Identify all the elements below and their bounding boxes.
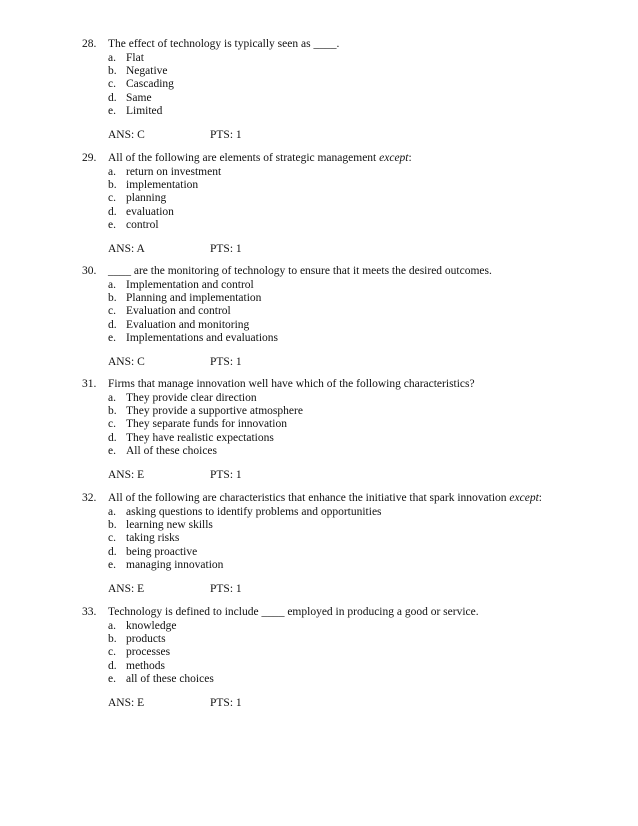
option-c: c. taking risks bbox=[108, 532, 180, 545]
option-d: d. methods bbox=[108, 659, 165, 672]
option-c: c. Evaluation and control bbox=[108, 305, 231, 318]
question-29 bbox=[82, 152, 602, 256]
question-stem bbox=[82, 38, 602, 52]
question-stem bbox=[82, 152, 602, 166]
answer-key: ANS: C bbox=[108, 356, 145, 369]
question-32 bbox=[82, 492, 602, 596]
question-text: Firms that manage innovation well have which of the following characteristics? bbox=[108, 378, 475, 390]
option-a: a. Implementation and control bbox=[108, 278, 254, 291]
question-stem bbox=[82, 492, 602, 506]
option-e: e. managing innovation bbox=[108, 559, 224, 572]
option-c: c. Cascading bbox=[108, 78, 174, 91]
option-a: a. knowledge bbox=[108, 619, 177, 632]
option-c: c. processes bbox=[108, 646, 171, 659]
points: PTS: 1 bbox=[210, 356, 242, 369]
option-b: b. Planning and implementation bbox=[108, 291, 262, 304]
option-c: c. They separate funds for innovation bbox=[108, 418, 287, 431]
answer-row bbox=[82, 468, 602, 482]
answer-key: ANS: E bbox=[108, 697, 145, 710]
points: PTS: 1 bbox=[210, 583, 242, 596]
option-a: a. Flat bbox=[108, 51, 144, 64]
points: PTS: 1 bbox=[210, 469, 242, 482]
option-a: a. return on investment bbox=[108, 165, 222, 178]
option-e: e. control bbox=[108, 219, 159, 232]
option-e: e. Implementations and evaluations bbox=[108, 332, 279, 345]
option-a: a. They provide clear direction bbox=[108, 391, 257, 404]
option-b: b. They provide a supportive atmosphere bbox=[108, 404, 303, 417]
option-e: e. all of these choices bbox=[108, 673, 214, 686]
points: PTS: 1 bbox=[210, 243, 242, 256]
answer-key: ANS: E bbox=[108, 583, 145, 596]
option-b: b. products bbox=[108, 632, 166, 645]
option-b: b. learning new skills bbox=[108, 518, 213, 531]
option-d: d. being proactive bbox=[108, 545, 198, 558]
question-stem bbox=[82, 606, 602, 620]
question-text: All of the following are characteristics that enhance the initiative that spark innovation except: bbox=[108, 492, 542, 504]
question-text: The effect of technology is typically seen as ____. bbox=[108, 38, 340, 50]
question-stem bbox=[82, 378, 602, 392]
option-b: b. implementation bbox=[108, 178, 199, 191]
question-30 bbox=[82, 265, 602, 369]
option-b: b. Negative bbox=[108, 64, 168, 77]
question-stem bbox=[82, 265, 602, 279]
answer-key: ANS: A bbox=[108, 243, 145, 256]
option-d: d. Same bbox=[108, 91, 152, 104]
answer-row bbox=[82, 128, 602, 142]
option-a: a. asking questions to identify problems and opportunities bbox=[108, 505, 382, 518]
question-number: 29. bbox=[82, 152, 97, 164]
question-31 bbox=[82, 378, 602, 482]
answer-row bbox=[82, 242, 602, 256]
points: PTS: 1 bbox=[210, 697, 242, 710]
answer-row bbox=[82, 696, 602, 710]
question-text: All of the following are elements of strategic management except: bbox=[108, 152, 412, 164]
question-number: 28. bbox=[82, 38, 97, 50]
question-number: 30. bbox=[82, 265, 97, 277]
option-e: e. All of these choices bbox=[108, 445, 218, 458]
question-number: 32. bbox=[82, 492, 97, 504]
option-d: d. They have realistic expectations bbox=[108, 431, 274, 444]
question-text: ____ are the monitoring of technology to ensure that it meets the desired outcomes. bbox=[108, 265, 492, 277]
option-d: d. Evaluation and monitoring bbox=[108, 318, 250, 331]
question-number: 31. bbox=[82, 378, 97, 390]
question-33 bbox=[82, 606, 602, 710]
option-c: c. planning bbox=[108, 192, 167, 205]
answer-key: ANS: C bbox=[108, 129, 145, 142]
answer-row bbox=[82, 355, 602, 369]
option-e: e. Limited bbox=[108, 105, 163, 118]
question-28 bbox=[82, 38, 602, 142]
question-number: 33. bbox=[82, 606, 97, 618]
points: PTS: 1 bbox=[210, 129, 242, 142]
option-d: d. evaluation bbox=[108, 205, 174, 218]
answer-row bbox=[82, 582, 602, 596]
answer-key: ANS: E bbox=[108, 469, 145, 482]
question-text: Technology is defined to include ____ employed in producing a good or service. bbox=[108, 606, 479, 618]
